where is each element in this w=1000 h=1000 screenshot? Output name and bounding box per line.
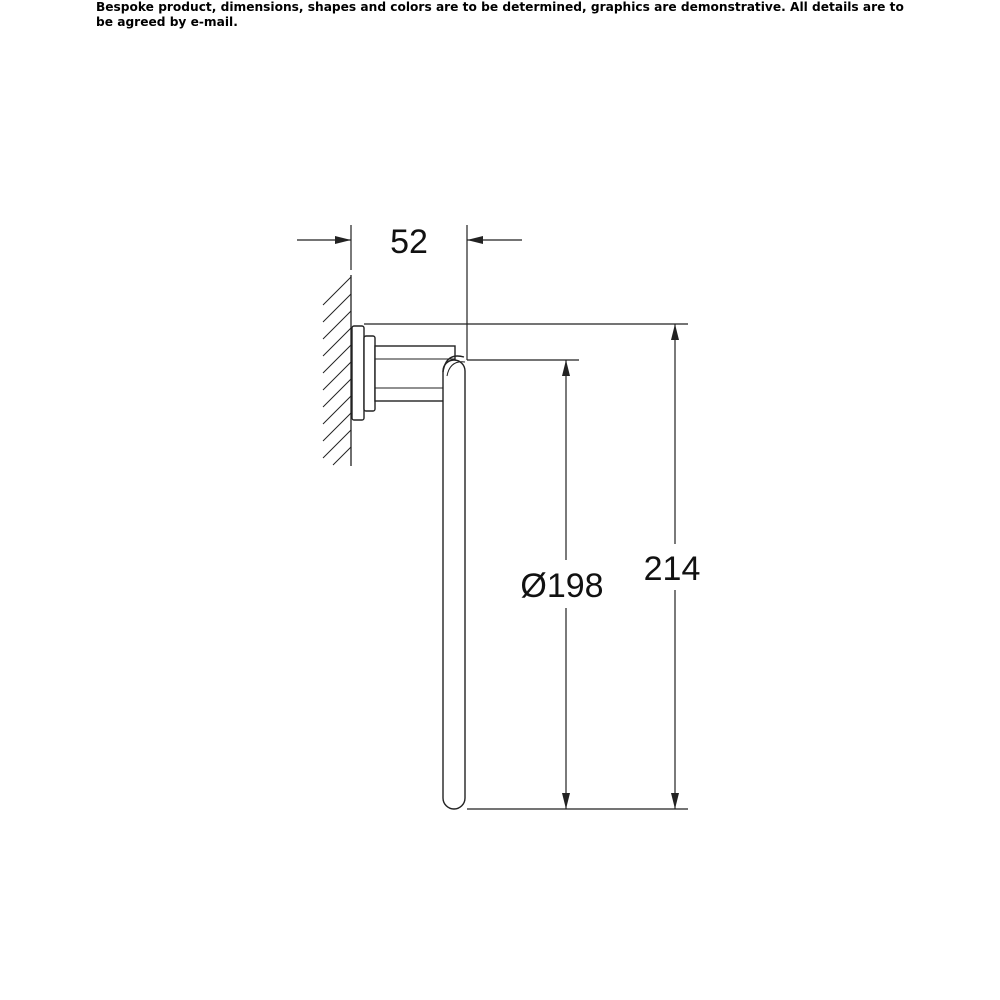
- rosette: [364, 336, 375, 411]
- depth-label: 52: [390, 223, 428, 261]
- height-label: 214: [643, 550, 701, 588]
- wall-flange: [352, 326, 364, 420]
- wall-hatching: [323, 277, 351, 465]
- wall: [323, 275, 351, 466]
- disclaimer-text: Bespoke product, dimensions, shapes and colors are to be determined, graphics are demonstrative. All details are to be agreed by e-mail.: [96, 0, 904, 29]
- diameter-label: Ø198: [520, 567, 604, 605]
- ring-body: [443, 360, 465, 809]
- towel-ring: [352, 326, 465, 809]
